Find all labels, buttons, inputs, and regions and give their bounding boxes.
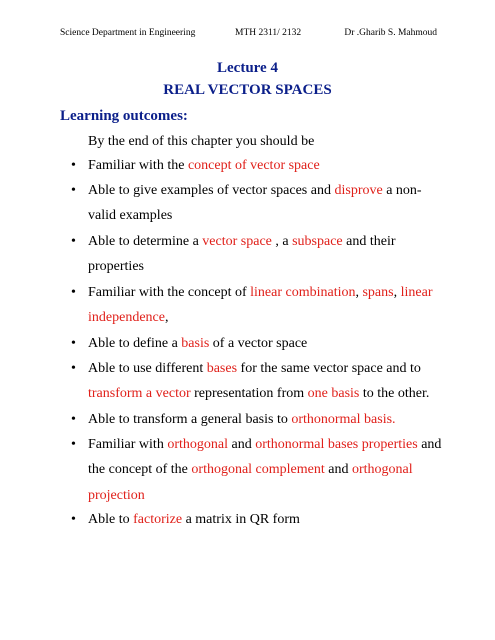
outcome-line xyxy=(88,336,307,352)
outcome-text: representation from xyxy=(190,386,308,402)
outcome-text: and xyxy=(324,462,352,478)
bullet-icon: • xyxy=(71,158,76,173)
outcome-text: Able to transform a general basis to xyxy=(88,412,292,427)
outcome-text: , xyxy=(355,285,363,300)
highlighted-term: independence xyxy=(88,310,165,326)
outcome-text: Able to xyxy=(88,512,134,527)
bullet-icon: • xyxy=(71,285,76,300)
highlighted-term: bases xyxy=(206,361,238,376)
page-header xyxy=(60,28,435,42)
outcome-line xyxy=(88,437,441,453)
outcome-text: a non- xyxy=(382,183,422,198)
outcome-line xyxy=(88,386,429,402)
outcome-text: properties xyxy=(88,259,144,275)
bullet-icon: • xyxy=(71,183,76,198)
outcome-text: , xyxy=(393,285,401,300)
outcome-text: Able to use different xyxy=(88,361,207,376)
outcome-text: Familiar with the xyxy=(88,158,188,173)
outcome-line xyxy=(88,158,320,174)
outcome-text: and xyxy=(227,437,256,452)
outcomes-heading: Learning outcomes: xyxy=(60,108,188,124)
highlighted-term: transform a vector xyxy=(88,386,191,402)
outcome-text: and xyxy=(417,437,442,452)
outcome-text: to the other. xyxy=(359,386,430,402)
header-instructor: Dr .Gharib S. Mahmoud xyxy=(344,28,437,38)
bullet-icon: • xyxy=(71,234,76,249)
outcome-text: Able to give examples of vector spaces and xyxy=(88,183,335,198)
highlighted-term: linear combination xyxy=(250,285,356,300)
bullet-icon: • xyxy=(71,336,76,351)
outcome-line xyxy=(88,234,396,250)
highlighted-term: orthogonal xyxy=(167,437,228,452)
outcomes-intro: By the end of this chapter you should be xyxy=(88,134,315,149)
highlighted-term: orthogonal complement xyxy=(191,462,325,478)
outcome-line xyxy=(88,259,144,275)
bullet-icon: • xyxy=(71,512,76,527)
outcome-text: Able to define a xyxy=(88,336,182,351)
lecture-number: Lecture 4 xyxy=(217,60,278,76)
outcome-text: Familiar with the concept of xyxy=(88,285,251,300)
highlighted-term: linear xyxy=(400,285,433,300)
bullet-icon: • xyxy=(71,437,76,452)
outcome-text: of a vector space xyxy=(209,336,308,351)
outcome-text: a matrix in QR form xyxy=(182,512,300,527)
outcome-line xyxy=(88,208,172,224)
outcome-line xyxy=(88,488,145,504)
outcome-line xyxy=(88,462,413,478)
highlighted-term: orthonormal bases properties xyxy=(255,437,418,452)
highlighted-term: vector space xyxy=(202,234,272,249)
outcome-text: Able to determine a xyxy=(88,234,203,249)
outcome-text: Familiar with xyxy=(88,437,168,452)
outcome-line xyxy=(88,183,422,199)
bullet-icon: • xyxy=(71,361,76,376)
highlighted-term: projection xyxy=(88,487,145,503)
outcome-line xyxy=(88,310,168,326)
outcome-line xyxy=(88,512,300,528)
highlighted-term: spans xyxy=(362,285,394,300)
outcome-line xyxy=(88,285,432,301)
highlighted-term: orthogonal xyxy=(351,462,413,478)
outcome-text: , xyxy=(164,310,169,326)
outcome-line xyxy=(88,412,396,428)
outcome-text: valid examples xyxy=(88,208,173,224)
outcome-text: for the same vector space and to xyxy=(237,361,421,376)
highlighted-term: orthonormal basis. xyxy=(291,412,396,427)
outcome-text: , a xyxy=(271,234,293,249)
highlighted-term: concept of vector space xyxy=(187,158,320,173)
highlighted-term: disprove xyxy=(334,183,383,198)
header-course-code: MTH 2311/ 2132 xyxy=(235,28,302,38)
outcome-text: and their xyxy=(342,234,396,249)
lecture-title: REAL VECTOR SPACES xyxy=(163,82,332,98)
bullet-icon: • xyxy=(71,412,76,427)
header-department: Science Department in Engineering xyxy=(60,28,196,38)
highlighted-term: subspace xyxy=(292,234,343,249)
highlighted-term: basis xyxy=(181,336,210,351)
outcome-line xyxy=(88,361,421,377)
outcome-text: the concept of the xyxy=(88,462,192,478)
highlighted-term: factorize xyxy=(133,512,183,527)
highlighted-term: one basis xyxy=(307,386,360,402)
